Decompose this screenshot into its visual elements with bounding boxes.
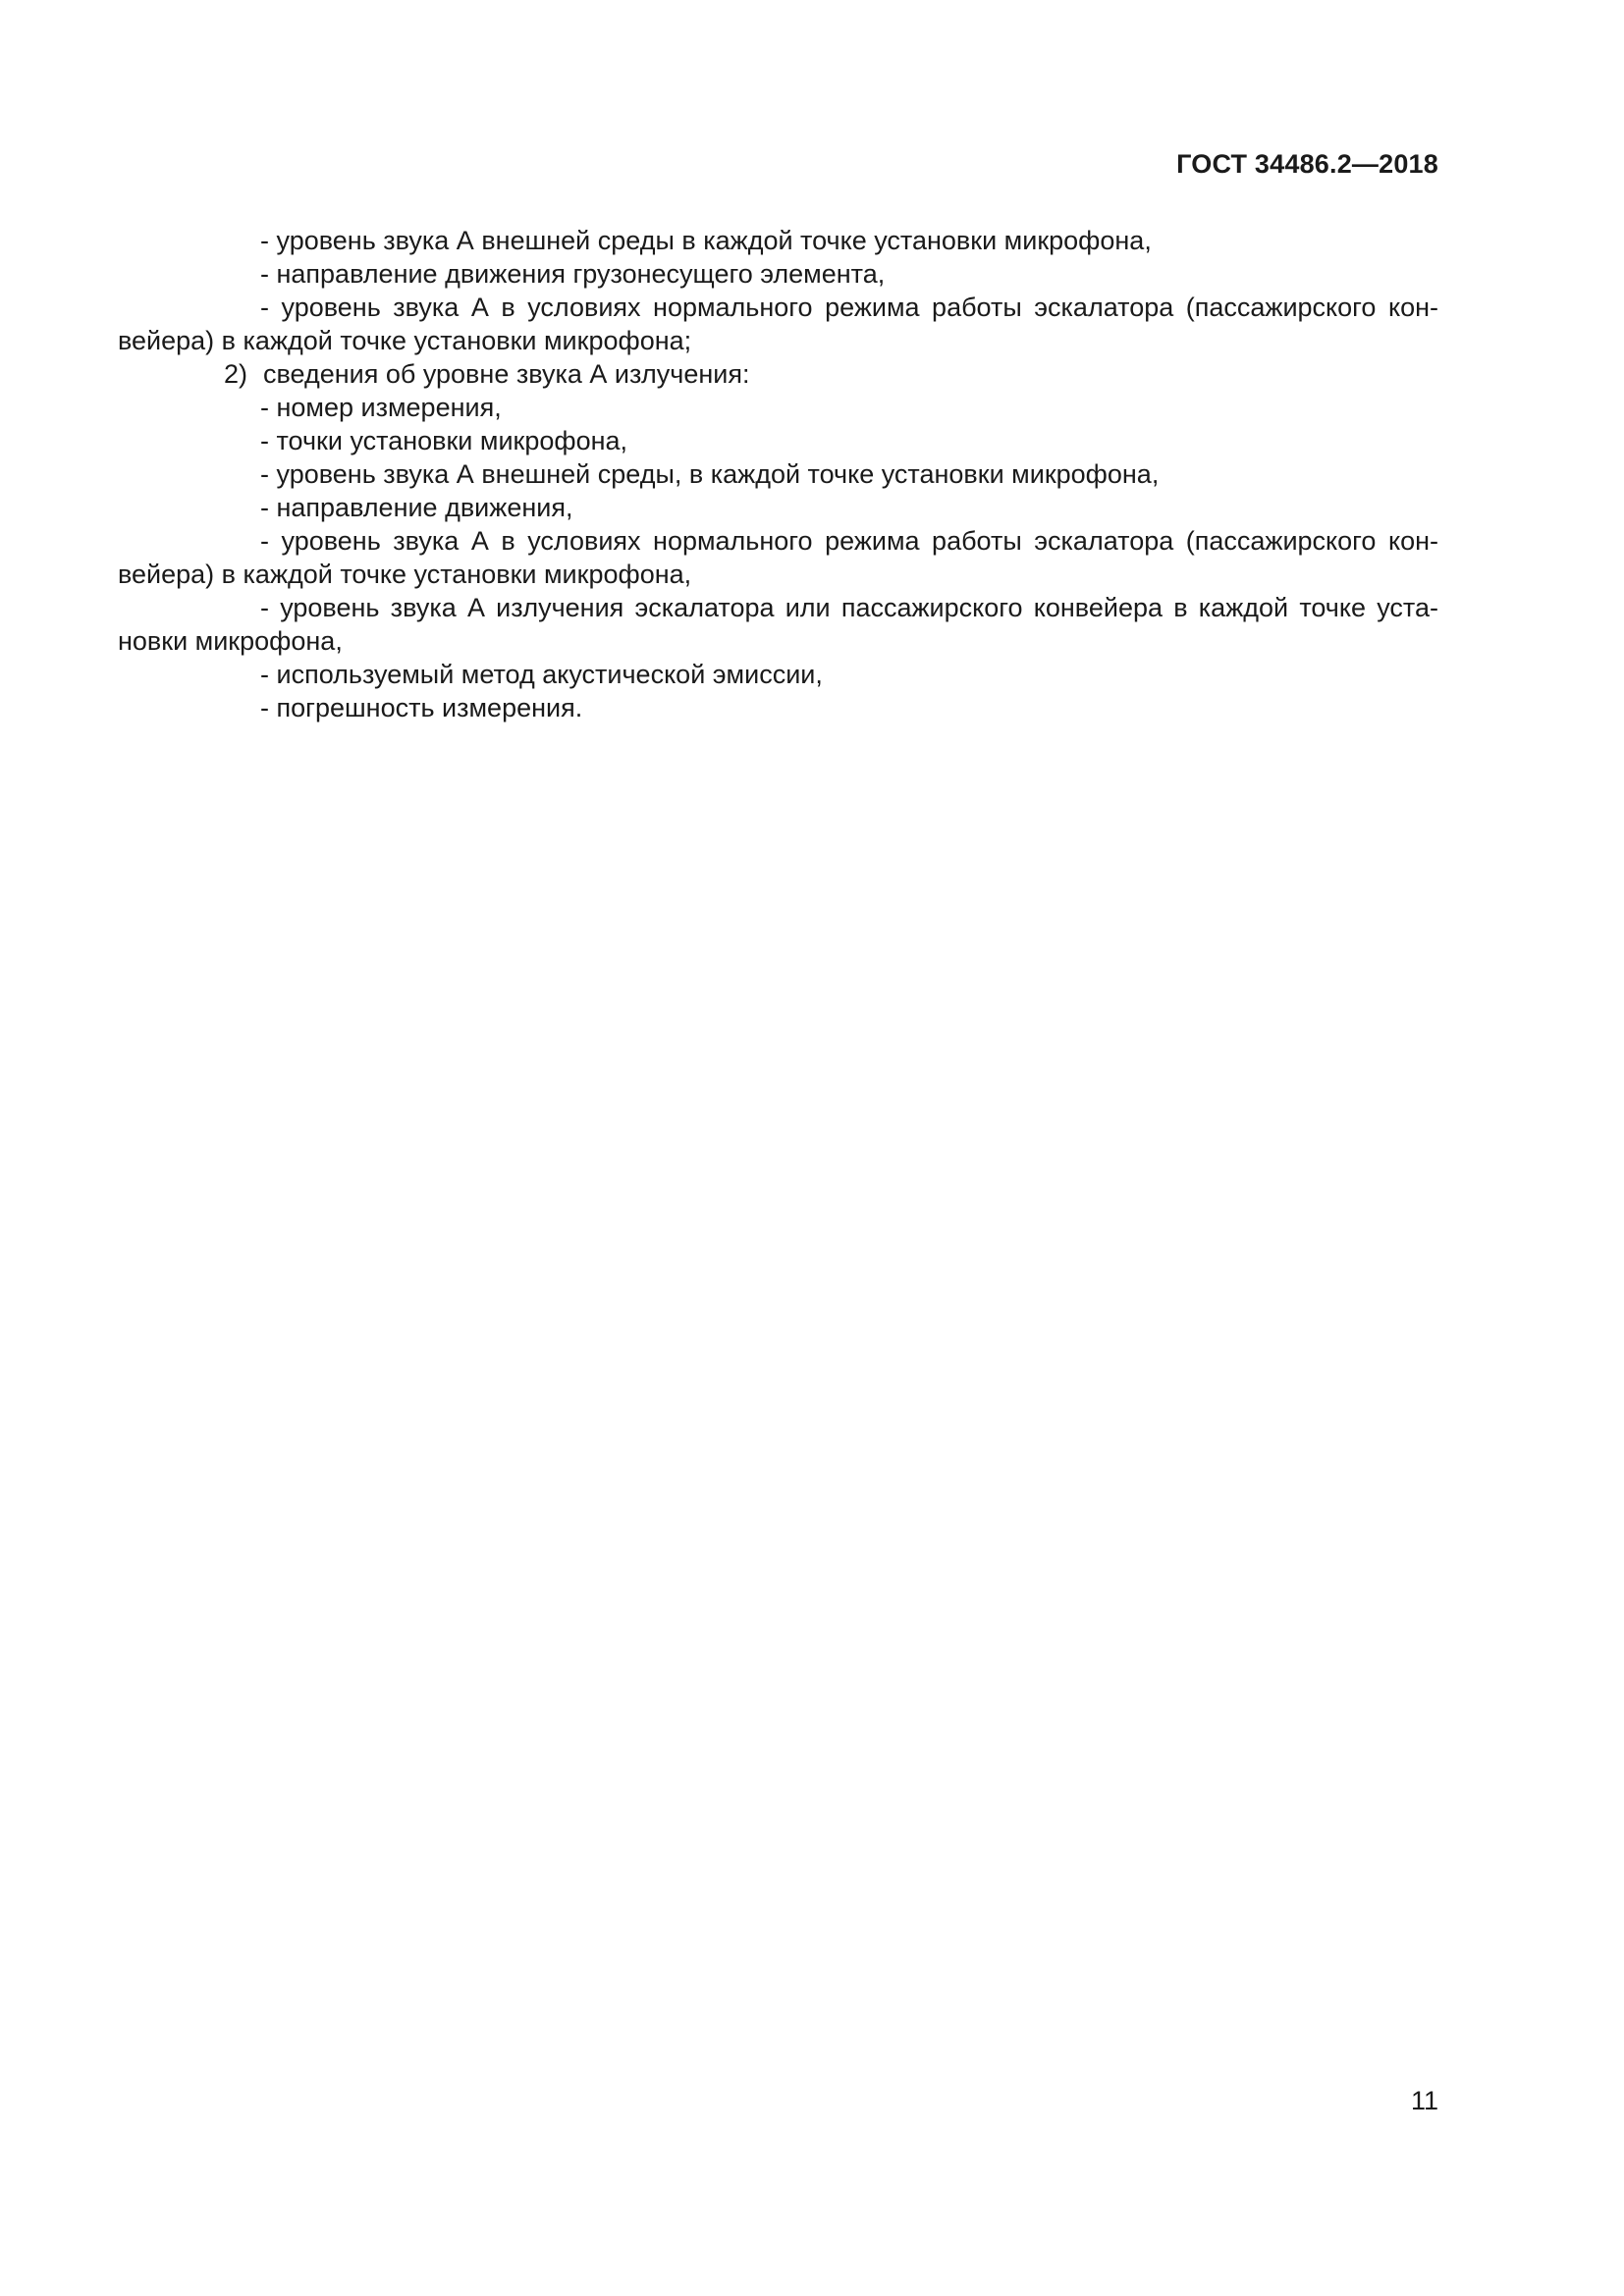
list-number: 2) (224, 359, 248, 389)
page-number: 11 (1410, 2086, 1438, 2115)
list-item-line: - уровень звука А внешней среды в каждой точке установки микрофона, (260, 226, 1152, 255)
list-item-line: - направление движения, (260, 493, 573, 522)
list-item-continuation: вейера) в каждой точке установки микрофона; (118, 326, 692, 355)
list-item-line: - точки установки микрофона, (260, 426, 628, 455)
list-item-line: - уровень звука А внешней среды, в каждой точке установки микрофона, (260, 459, 1160, 489)
list-item-line: - уровень звука А в условиях нормального режима работы эскалатора (пассажирского кон- (260, 526, 1438, 556)
list-item-line: - уровень звука А излучения эскалатора или пассажирского конвейера в каждой точке уста- (260, 593, 1438, 622)
numbered-item-text: сведения об уровне звука А излучения: (263, 359, 750, 389)
list-item-line: - используемый метод акустической эмиссии, (260, 660, 823, 689)
document-code-header: ГОСТ 34486.2—2018 (1176, 149, 1438, 179)
list-item-line: - погрешность измерения. (260, 693, 583, 722)
list-item-line: - направление движения грузонесущего элемента, (260, 259, 886, 289)
list-item-line: - номер измерения, (260, 393, 502, 422)
list-item-continuation: вейера) в каждой точке установки микрофона, (118, 560, 692, 589)
numbered-item (118, 357, 1438, 391)
list-item-line: - уровень звука А в условиях нормального режима работы эскалатора (пассажирского кон- (260, 293, 1438, 322)
list-item-continuation: новки микрофона, (118, 626, 343, 656)
document-body (118, 224, 1438, 724)
